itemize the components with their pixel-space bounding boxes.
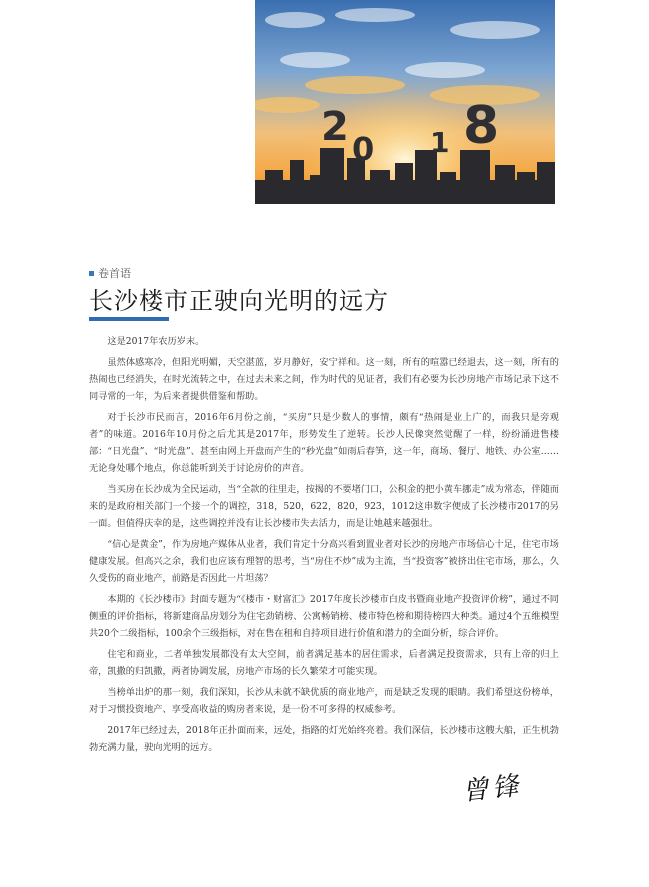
article-body (89, 333, 559, 760)
title-underline (89, 317, 169, 321)
page-title: 长沙楼市正驶向光明的远方 (89, 287, 389, 315)
section-marker-icon (89, 271, 94, 276)
section-label (89, 265, 131, 281)
author-signature: 曾锋 (460, 770, 524, 808)
paragraph: 2017年已经过去，2018年正扑面而来，远处，指路的灯光始终亮着。我们深信，长沙楼市这艘大船，正生机勃勃充满力量，驶向光明的远方。 (89, 725, 559, 753)
section-label-text: 卷首语 (98, 267, 131, 280)
year-digit-0: 0 (352, 130, 375, 168)
year-digit-2: 2 (321, 104, 349, 150)
paragraph: “信心是黄金”，作为房地产媒体从业者，我们肯定十分高兴看到置业者对长沙的房地产市场信心十足，住宅市场健康发展。但高兴之余，我们也应该有理智的思考，当“房住不炒”成为主流，当“投资客”被挤出住宅市场，那么，久久受伤的商业地产，前路是否因此一片坦荡？ (89, 539, 559, 584)
paragraph: 本期的《长沙楼市》封面专题为“《楼市・财富汇》2017年度长沙楼市白皮书暨商业地产投资评价榜”，通过不同侧重的评价指标，将新建商品房划分为住宅劲销榜、公寓畅销榜、楼市特色榜和期待榜四大种类。通过4个五维模型共20个二级指标，100余个三级指标，对在售在租和自持项目进行价值和潜力的全面分析，综合评价。 (89, 594, 559, 639)
cover-photo (255, 0, 555, 204)
paragraph: 虽然体感寒冷，但阳光明媚，天空湛蓝，岁月静好，安宁祥和。这一刻，所有的喧嚣已经退去，这一刻，所有的热闹也已经消失，在时光流转之中，在过去未来之间，作为时代的见证者，我们有必要为长沙房地产市场记录下这不同寻常的一年，为后来者提供借鉴和帮助。 (89, 357, 559, 402)
year-digit-1: 1 (430, 126, 450, 159)
paragraph: 当买房在长沙成为全民运动，当“全款的往里走，按揭的不要堵门口，公积金的把小黄车挪走”成为常态，伴随而来的是政府相关部门一个接一个的调控，318，520，622，820，923，1012这串数字便成了长沙楼市2017的另一面。但值得庆幸的是，这些调控并没有让长沙楼市失去活力，而是让她越来越强壮。 (89, 484, 559, 529)
paragraph: 当榜单出炉的那一刻，我们深知，长沙从未就不缺优质的商业地产，而是缺乏发现的眼睛。我们希望这份榜单，对于习惯投资地产、享受高收益的购房者来说，是一份不可多得的权威参考。 (89, 687, 559, 715)
paragraph: 这是2017年农历岁末。 (107, 336, 205, 347)
year-digit-8: 8 (463, 96, 500, 156)
sunset-skyline-illustration (255, 0, 555, 204)
paragraph: 对于长沙市民而言，2016年6月份之前，“买房”只是少数人的事情，颇有“热闹是业上广的，而我只是旁观者”的味道。2016年10月份之后尤其是2017年，形势发生了逆转。长沙人民像突然觉醒了一样，纷纷涌进售楼部：“日光盘”、“时光盘”、甚至由网上开盘而产生的“秒光盘”如雨后春笋，这一年，商场、餐厅、地铁、办公室……无论身处哪个地点，你总能听到关于讨论房价的声音。 (89, 412, 559, 474)
paragraph: 住宅和商业，二者单独发展都没有太大空间，前者满足基本的居住需求，后者满足投资需求，只有上帝的归上帝，凯撒的归凯撒，两者协调发展，房地产市场的长久繁荣才可能实现。 (89, 649, 559, 677)
